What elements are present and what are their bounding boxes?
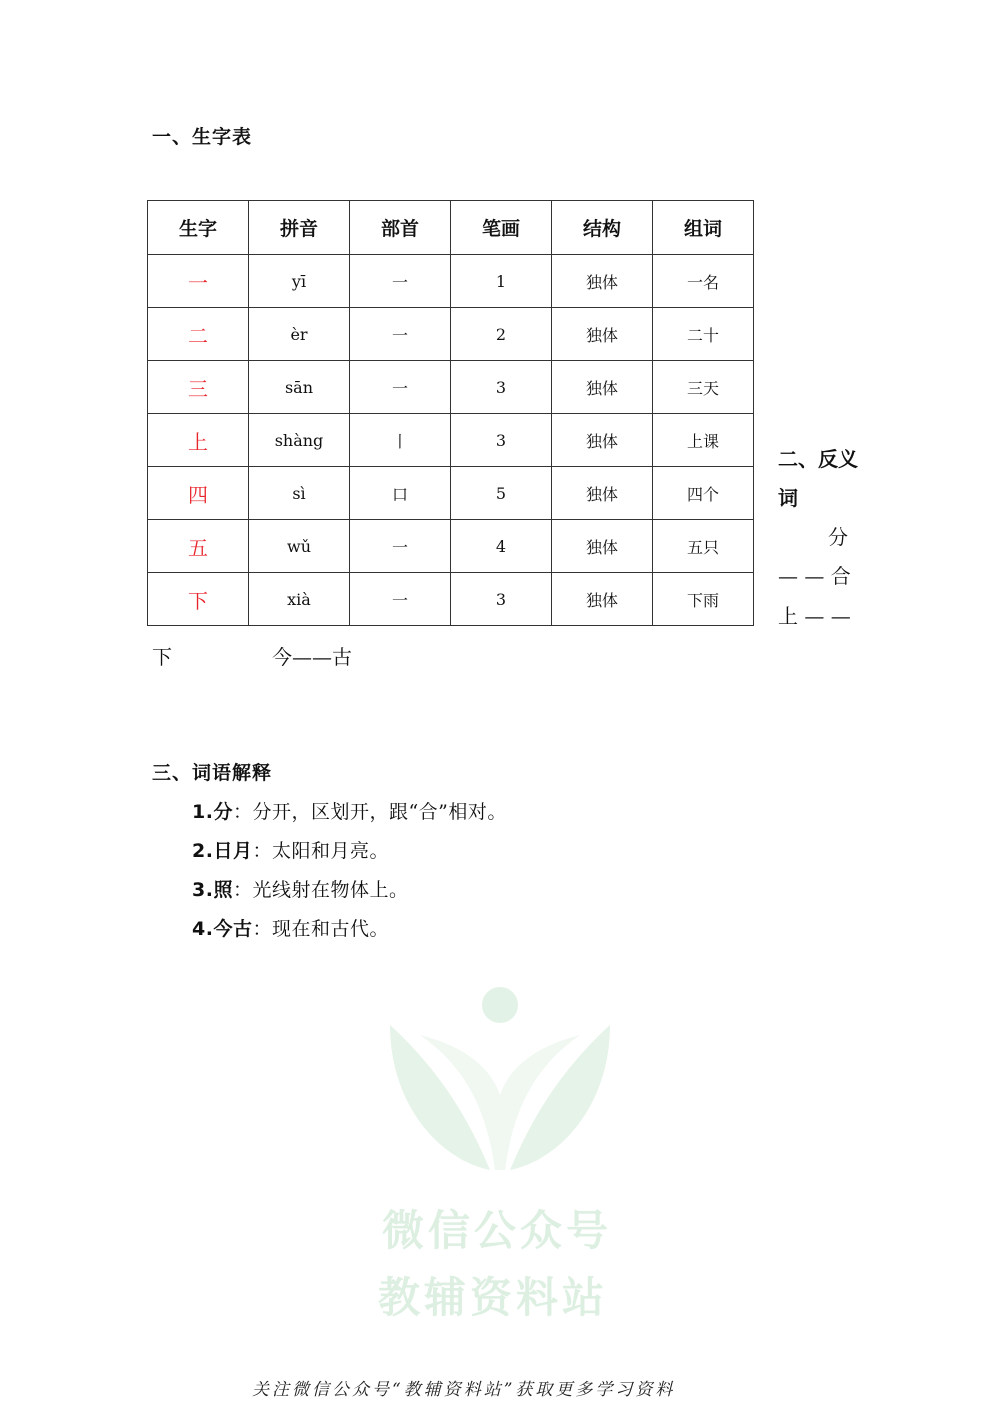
- antonym-line: 上 — —: [778, 604, 851, 628]
- pinyin-cell: yī: [249, 255, 350, 308]
- structure-cell: 独体: [552, 573, 653, 626]
- watermark-text: 教辅资料站: [378, 1273, 609, 1322]
- antonym-line: 下: [152, 645, 172, 669]
- pinyin-cell: xià: [249, 573, 350, 626]
- header-cell: 拼音: [249, 201, 350, 255]
- pinyin-cell: shàng: [249, 414, 350, 467]
- character-cell: 上: [148, 414, 249, 467]
- structure-cell: 独体: [552, 414, 653, 467]
- footer-note: 关注微信公众号“教辅资料站”获取更多学习资料: [252, 1380, 676, 1400]
- section-2-title: 二、反义: [778, 447, 858, 471]
- pinyin-cell: wǔ: [249, 520, 350, 573]
- stroke-count-cell: 5: [451, 467, 552, 520]
- definition-text: 现在和古代。: [271, 918, 389, 940]
- pinyin-cell: sān: [249, 361, 350, 414]
- definition-item: [192, 836, 389, 863]
- radical-cell: 丨: [350, 414, 451, 467]
- stroke-count-cell: 2: [451, 308, 552, 361]
- character-cell: 三: [148, 361, 249, 414]
- word-cell: 五只: [653, 520, 754, 573]
- table-header-row: [148, 201, 754, 255]
- section-3-title: 三、词语解释: [152, 762, 273, 784]
- pinyin-cell: sì: [249, 467, 350, 520]
- table-row: [148, 255, 754, 308]
- stroke-count-cell: 3: [451, 573, 552, 626]
- definition-term: 4.今古: [192, 918, 253, 940]
- stroke-count-cell: 4: [451, 520, 552, 573]
- word-cell: 四个: [653, 467, 754, 520]
- table-row: [148, 573, 754, 626]
- character-cell: 下: [148, 573, 249, 626]
- radical-cell: 一: [350, 520, 451, 573]
- header-cell: 生字: [148, 201, 249, 255]
- header-cell: 部首: [350, 201, 451, 255]
- stroke-count-cell: 3: [451, 414, 552, 467]
- antonym-line: 今——古: [272, 645, 352, 669]
- word-cell: 上课: [653, 414, 754, 467]
- definition-term: 3.照: [192, 879, 233, 901]
- definition-separator: ：: [252, 918, 272, 940]
- word-cell: 二十: [653, 308, 754, 361]
- radical-cell: 一: [350, 308, 451, 361]
- table-row: [148, 467, 754, 520]
- definition-term: 2.日月: [192, 840, 253, 862]
- table-row: [148, 361, 754, 414]
- table-row: [148, 414, 754, 467]
- watermark-logo-icon: [380, 985, 620, 1185]
- structure-cell: 独体: [552, 361, 653, 414]
- character-cell: 二: [148, 308, 249, 361]
- definition-term: 1.分: [192, 801, 233, 823]
- section-2-title-continued: 词: [778, 486, 798, 510]
- definition-text: 太阳和月亮。: [271, 840, 389, 862]
- definition-separator: ：: [252, 840, 272, 862]
- structure-cell: 独体: [552, 255, 653, 308]
- antonym-line: — — 合: [778, 564, 851, 588]
- structure-cell: 独体: [552, 467, 653, 520]
- stroke-count-cell: 3: [451, 361, 552, 414]
- antonym-line: 分: [828, 525, 848, 549]
- radical-cell: 一: [350, 361, 451, 414]
- pinyin-cell: èr: [249, 308, 350, 361]
- definition-separator: ：: [232, 879, 253, 901]
- word-cell: 三天: [653, 361, 754, 414]
- word-cell: 一名: [653, 255, 754, 308]
- header-cell: 笔画: [451, 201, 552, 255]
- definition-item: [192, 875, 408, 902]
- radical-cell: 一: [350, 255, 451, 308]
- section-1-title: 一、生字表: [152, 126, 253, 148]
- table-row: [148, 308, 754, 361]
- definition-item: [192, 797, 507, 824]
- stroke-count-cell: 1: [451, 255, 552, 308]
- header-cell: 结构: [552, 201, 653, 255]
- definition-separator: ：: [232, 801, 253, 823]
- watermark-text: 微信公众号: [382, 1206, 613, 1255]
- character-cell: 五: [148, 520, 249, 573]
- definition-text: 光线射在物体上。: [252, 879, 409, 901]
- character-table: [147, 200, 754, 626]
- definition-text: 分开，区划开，跟“合”相对。: [252, 801, 507, 823]
- character-cell: 四: [148, 467, 249, 520]
- header-cell: 组词: [653, 201, 754, 255]
- character-cell: 一: [148, 255, 249, 308]
- structure-cell: 独体: [552, 308, 653, 361]
- radical-cell: 口: [350, 467, 451, 520]
- definition-item: [192, 914, 389, 941]
- table-row: [148, 520, 754, 573]
- word-cell: 下雨: [653, 573, 754, 626]
- structure-cell: 独体: [552, 520, 653, 573]
- radical-cell: 一: [350, 573, 451, 626]
